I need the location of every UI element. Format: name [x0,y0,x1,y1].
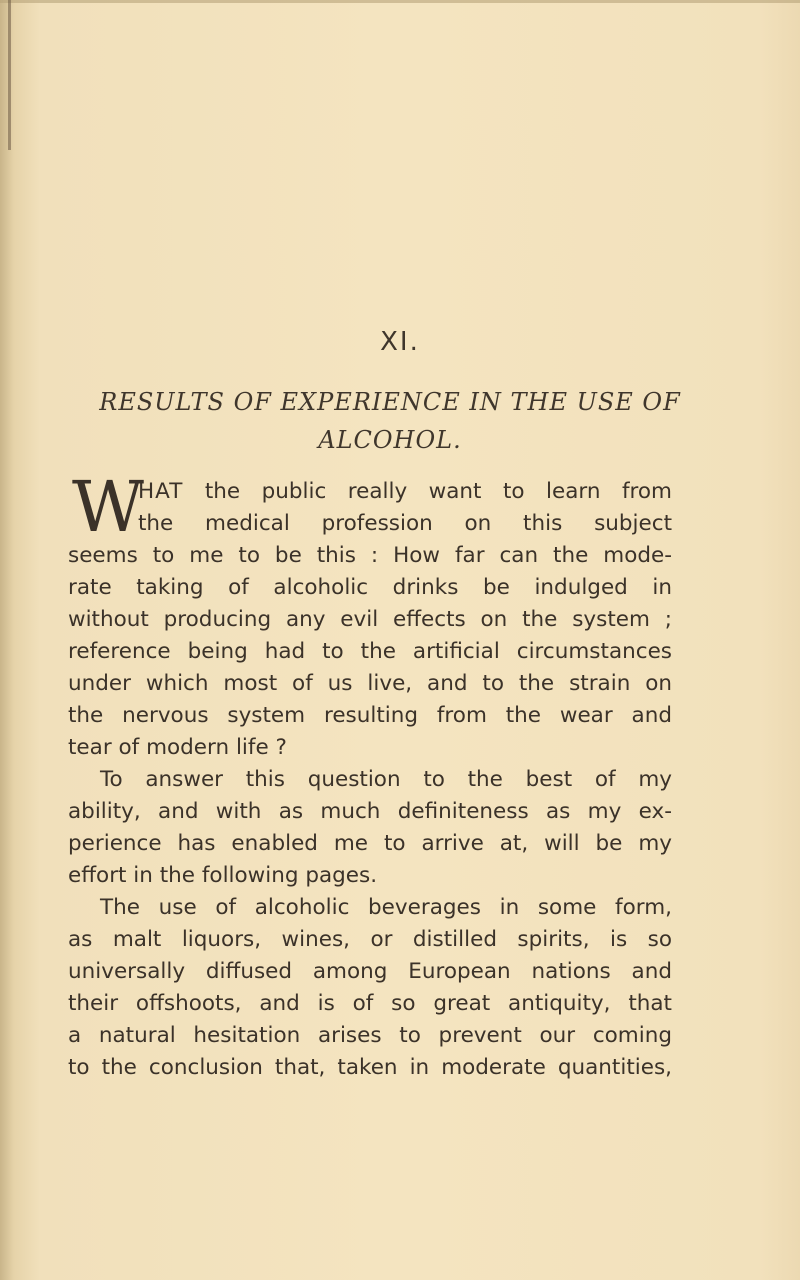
text-line: To answer this question to the best of my [100,767,672,792]
text-line-content: the public really want to learn from [204,479,672,504]
text-line: the nervous system resulting from the wear and [68,703,672,728]
text-line: rate taking of alcoholic drinks be indulged in [68,575,672,600]
body-text [68,476,672,1084]
text-line: seems to me to be this : How far can the mode- [68,543,672,568]
drop-cap: W [72,466,144,548]
binding-shadow [8,0,11,150]
text-line: under which most of us live, and to the strain on [68,671,672,696]
text-line: effort in the following pages. [68,863,378,888]
text-line: the medical profession on this subject [138,511,672,536]
text-line: their offshoots, and is of so great antiquity, that [68,991,672,1016]
page-top-edge [0,0,800,3]
text-line: perience has enabled me to arrive at, will be my [68,831,672,856]
chapter-title [60,383,720,459]
chapter-title-line-2: ALCOHOL. [318,426,462,454]
chapter-number: XI. [380,327,420,357]
text-line: as malt liquors, wines, or distilled spirits, is so [68,927,672,952]
text-line: ability, and with as much definiteness as my ex- [68,799,672,824]
text-line: without producing any evil effects on the system ; [68,607,672,632]
text-line: reference being had to the artificial circumstances [68,639,672,664]
text-line: The use of alcoholic beverages in some form, [100,895,672,920]
chapter-title-line-1: RESULTS OF EXPERIENCE IN THE USE OF [99,388,681,416]
text-line: to the conclusion that, taken in moderate quantities, [68,1055,672,1080]
text-line [68,476,672,508]
text-line: universally diffused among European nations and [68,959,672,984]
text-line: tear of modern life ? [68,735,287,760]
first-word-rest: HAT [138,479,184,504]
text-line: a natural hesitation arises to prevent our coming [68,1023,672,1048]
